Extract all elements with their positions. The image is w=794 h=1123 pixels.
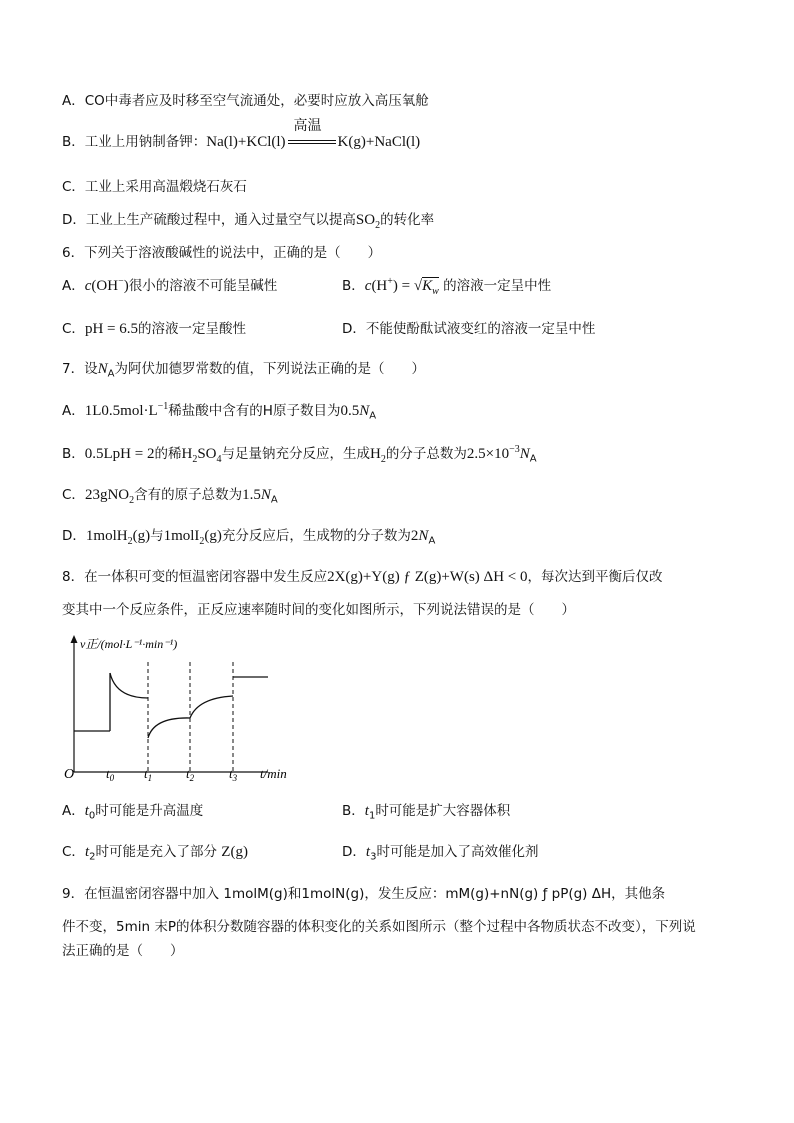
q8-option-d: D．$t_3$时可能是加入了高效催化剂 — [342, 844, 539, 863]
q5-option-a: A．CO中毒者应及时移至空气流通处，必要时应放入高压氧舱 — [62, 93, 429, 109]
q9-stem-line3: 法正确的是（ ） — [62, 943, 184, 959]
q7-option-d: D．1molH$_2$(g)与1molI$_2$(g)充分反应后，生成物的分子数为$2N_A$ — [62, 528, 436, 547]
q7-option-c: C．23gNO$_2$含有的原子总数为$1.5N_A$ — [62, 487, 278, 506]
q5-option-b: B．工业上用钠制备钾：Na(l)+KCl(l) 高温 K(g)+NaCl(l) — [62, 118, 421, 150]
q6-option-c: C．pH = 6.5的溶液一定呈酸性 — [62, 321, 246, 337]
tick-label-t2: $t_2$ — [186, 766, 195, 782]
rate-segment-4 — [190, 696, 233, 718]
q8-option-c: C．$t_2$时可能是充入了部分 Z(g) — [62, 844, 248, 863]
tick-label-t0: $t_0$ — [106, 766, 115, 782]
q7-option-b: B．0.5LpH = 2的稀$H_2SO_4$与足量钠充分反应，生成$H_2$的分子总数为$2.5\times 10^{-3}N_A$ — [62, 444, 537, 465]
reaction-condition-arrow: 高温 — [286, 133, 338, 151]
q9-stem-line2: 件不变，5min 末P的体积分数随容器的体积变化的关系如图所示（整个过程中各物质状态不改变），下列说 — [62, 919, 696, 935]
q6-option-b: B．$c(H^+) = √K_w$ 的溶液一定呈中性 — [342, 276, 552, 297]
q8-option-b: B．$t_1$时可能是扩大容器体积 — [342, 803, 511, 822]
rate-segment-2 — [110, 673, 148, 698]
q7-option-a: A．$1L0.5mol\cdot L^{-1}$稀盐酸中含有的H原子数目为$0.5N_A$ — [62, 401, 377, 422]
q6-stem: 6．下列关于溶液酸碱性的说法中，正确的是（ ） — [62, 245, 382, 261]
y-axis-label: v正/(mol·L⁻¹·min⁻¹) — [80, 637, 178, 651]
q8-stem-line2: 变其中一个反应条件，正反应速率随时间的变化如图所示，下列说法错误的是（ ） — [62, 602, 575, 618]
q8-option-a: A．$t_0$时可能是升高温度 — [62, 803, 204, 822]
q5-option-c: C．工业上采用高温煅烧石灰石 — [62, 179, 247, 195]
y-axis-arrow — [71, 635, 78, 643]
q7-stem: 7．设$N_A$为阿伏加德罗常数的值，下列说法正确的是（ ） — [62, 361, 425, 380]
tick-label-t3: $t_3$ — [229, 766, 238, 782]
rate-time-graph — [58, 632, 338, 782]
q6-option-d: D．不能使酚酞试液变红的溶液一定呈中性 — [342, 321, 596, 337]
origin-label: O — [64, 767, 75, 782]
q9-stem-line1: 9．在恒温密闭容器中加入 1molM(g)和1molN(g)，发生反应：mM(g)+nN(g) ƒ pP(g) ΔH，其他条 — [62, 886, 666, 902]
q5-option-d: D．工业上生产硫酸过程中，通入过量空气以提高$SO_2$的转化率 — [62, 212, 435, 231]
q8-stem-line1: 8．在一体积可变的恒温密闭容器中发生反应2X(g)+Y(g) ƒ Z(g)+W(s) ΔH < 0，每次达到平衡后仅改 — [62, 569, 663, 585]
x-axis-label: t/min — [260, 766, 287, 781]
q6-option-a: A．c(OH−)很小的溶液不可能呈碱性 — [62, 276, 278, 294]
tick-label-t1: $t_1$ — [144, 766, 153, 782]
rate-segment-3 — [148, 718, 190, 738]
